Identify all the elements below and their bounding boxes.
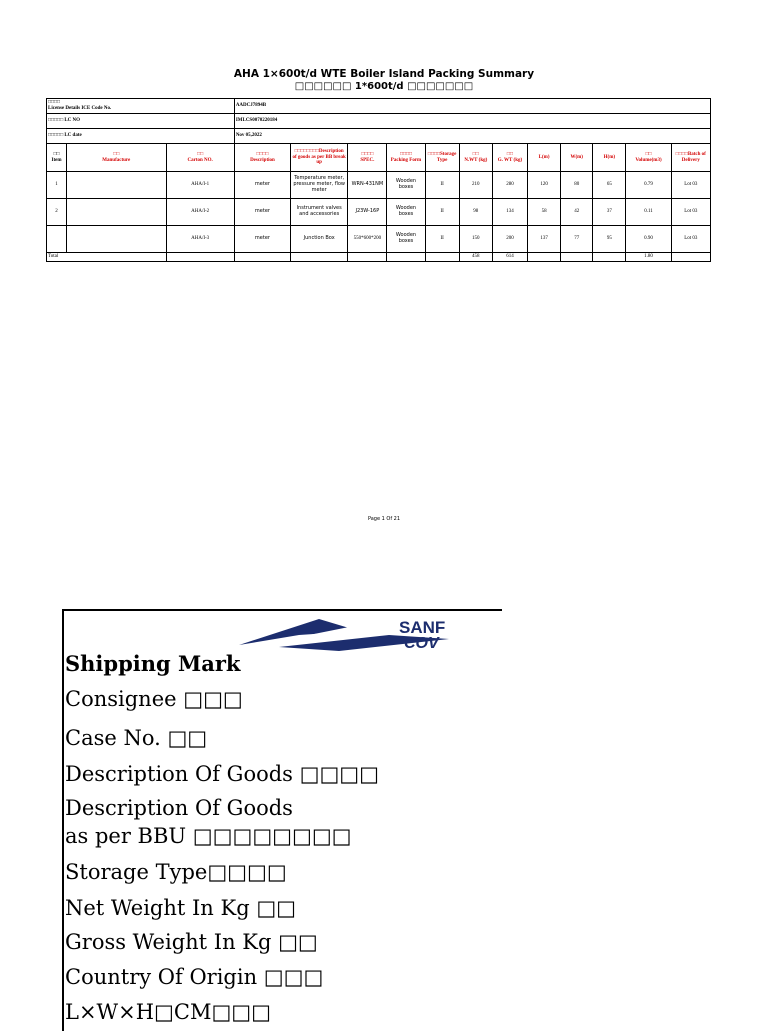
description-bbu-label-line1: Description Of Goods: [65, 796, 293, 820]
cell-spec: 550*600*200: [348, 226, 387, 253]
total-gwt: 614: [492, 253, 527, 262]
cell-manufacture: [67, 172, 166, 199]
description-of-goods-label: Description Of Goods □□□□: [65, 762, 379, 786]
header-spec: □□□□ SPEC.: [348, 144, 387, 172]
info-value: Nov 05,2022: [234, 129, 710, 144]
cell-gwt: 280: [492, 172, 527, 199]
info-label: □□□□□ LC date: [47, 129, 235, 144]
header-length: L(m): [528, 144, 561, 172]
cell-item: 1: [47, 172, 67, 199]
info-value: AADCJ7894B: [234, 99, 710, 114]
cell-storage: II: [425, 226, 459, 253]
packing-summary-table: [46, 98, 711, 262]
cell-height: 65: [593, 172, 626, 199]
header-volume: □□ Volume(m3): [626, 144, 671, 172]
document-title: AHA 1×600t/d WTE Boiler Island Packing Summary: [233, 68, 535, 80]
description-bbu-label-line2: as per BBU □□□□□□□□: [65, 824, 352, 848]
table-header-row: [47, 144, 711, 172]
cell-storage: II: [425, 199, 459, 226]
header-manufacture: □□ Manufacture: [67, 144, 166, 172]
cell-carton: AHA/I-3: [166, 226, 234, 253]
shipping-mark-title: Shipping Mark: [65, 651, 241, 676]
cell-height: 37: [593, 199, 626, 226]
cell-description-bbu: Junction Box: [291, 226, 348, 253]
total-row: [47, 253, 711, 262]
logo-text-bottom: COV: [404, 635, 439, 651]
cell-manufacture: [67, 226, 166, 253]
cell-width: 77: [561, 226, 593, 253]
company-logo: [239, 617, 502, 651]
cell-volume: 0.90: [626, 226, 671, 253]
page-number: Page 1 Of 21: [367, 516, 401, 522]
shipping-mark-panel: [62, 609, 502, 1031]
cell-batch: Lot 03: [671, 226, 710, 253]
cell-manufacture: [67, 199, 166, 226]
header-height: H(m): [593, 144, 626, 172]
cell-carton: AHA/I-1: [166, 172, 234, 199]
header-gwt: □□ G. WT (kg): [492, 144, 527, 172]
cell-width: 42: [561, 199, 593, 226]
table-row: [47, 172, 711, 199]
cell-description: meter: [234, 172, 290, 199]
cell-nwt: 150: [459, 226, 492, 253]
total-label: Total: [47, 253, 167, 262]
cell-height: 95: [593, 226, 626, 253]
cell-description: meter: [234, 199, 290, 226]
case-no-label: Case No. □□: [65, 726, 208, 750]
cell-volume: 0.79: [626, 172, 671, 199]
cell-carton: AHA/I-2: [166, 199, 234, 226]
cell-nwt: 98: [459, 199, 492, 226]
cell-gwt: 200: [492, 226, 527, 253]
total-volume: 1.80: [626, 253, 671, 262]
cell-description: meter: [234, 226, 290, 253]
info-value: IMLCS0070220184: [234, 114, 710, 129]
header-carton: □□ Carton NO.: [166, 144, 234, 172]
header-nwt: □□ N.WT (kg): [459, 144, 492, 172]
cell-batch: Lot 03: [671, 199, 710, 226]
info-label: □□□□□ LC NO: [47, 114, 235, 129]
cell-packing: Wooden boxes: [387, 199, 425, 226]
cell-length: 137: [528, 226, 561, 253]
info-row-license: [47, 99, 711, 114]
table-row: [47, 199, 711, 226]
gross-weight-label: Gross Weight In Kg □□: [65, 930, 318, 954]
info-label: □□□□ License Details ICE Code No.: [47, 99, 235, 114]
consignee-label: Consignee □□□: [65, 687, 243, 711]
cell-item: 2: [47, 199, 67, 226]
header-width: W(m): [561, 144, 593, 172]
table-row: [47, 226, 711, 253]
cell-packing: Wooden boxes: [387, 226, 425, 253]
cell-item: [47, 226, 67, 253]
cell-length: 120: [528, 172, 561, 199]
header-packing: □□□□ Packing Form: [387, 144, 425, 172]
cell-description-bbu: Temperature meter, pressure meter, flow meter: [291, 172, 348, 199]
cell-batch: Lot 03: [671, 172, 710, 199]
cell-spec: J23W-16P: [348, 199, 387, 226]
info-row-lc-date: [47, 129, 711, 144]
logo-text-top: SANF: [399, 618, 446, 637]
cell-packing: Wooden boxes: [387, 172, 425, 199]
cell-spec: WRN-431NM: [348, 172, 387, 199]
storage-type-label: Storage Type□□□□: [65, 860, 287, 884]
info-row-lc-no: [47, 114, 711, 129]
header-batch: □□□□Batch of Delivery: [671, 144, 710, 172]
header-description: □□□□ Description: [234, 144, 290, 172]
header-storage: □□□□Storage Type: [425, 144, 459, 172]
cell-nwt: 210: [459, 172, 492, 199]
dimensions-label: L×W×H□CM□□□: [65, 1000, 271, 1024]
header-description-bbu: □□□□□□□□Description of goods as per BB break up: [291, 144, 348, 172]
cell-description-bbu: Instrument valves and accessories: [291, 199, 348, 226]
header-item: □□ Item: [47, 144, 67, 172]
cell-gwt: 134: [492, 199, 527, 226]
cell-storage: II: [425, 172, 459, 199]
total-nwt: 458: [459, 253, 492, 262]
cell-length: 58: [528, 199, 561, 226]
net-weight-label: Net Weight In Kg □□: [65, 896, 296, 920]
cell-volume: 0.11: [626, 199, 671, 226]
country-of-origin-label: Country Of Origin □□□: [65, 965, 324, 989]
cell-width: 80: [561, 172, 593, 199]
document-subtitle: □□□□□□ 1*600t/d □□□□□□□: [294, 81, 474, 92]
